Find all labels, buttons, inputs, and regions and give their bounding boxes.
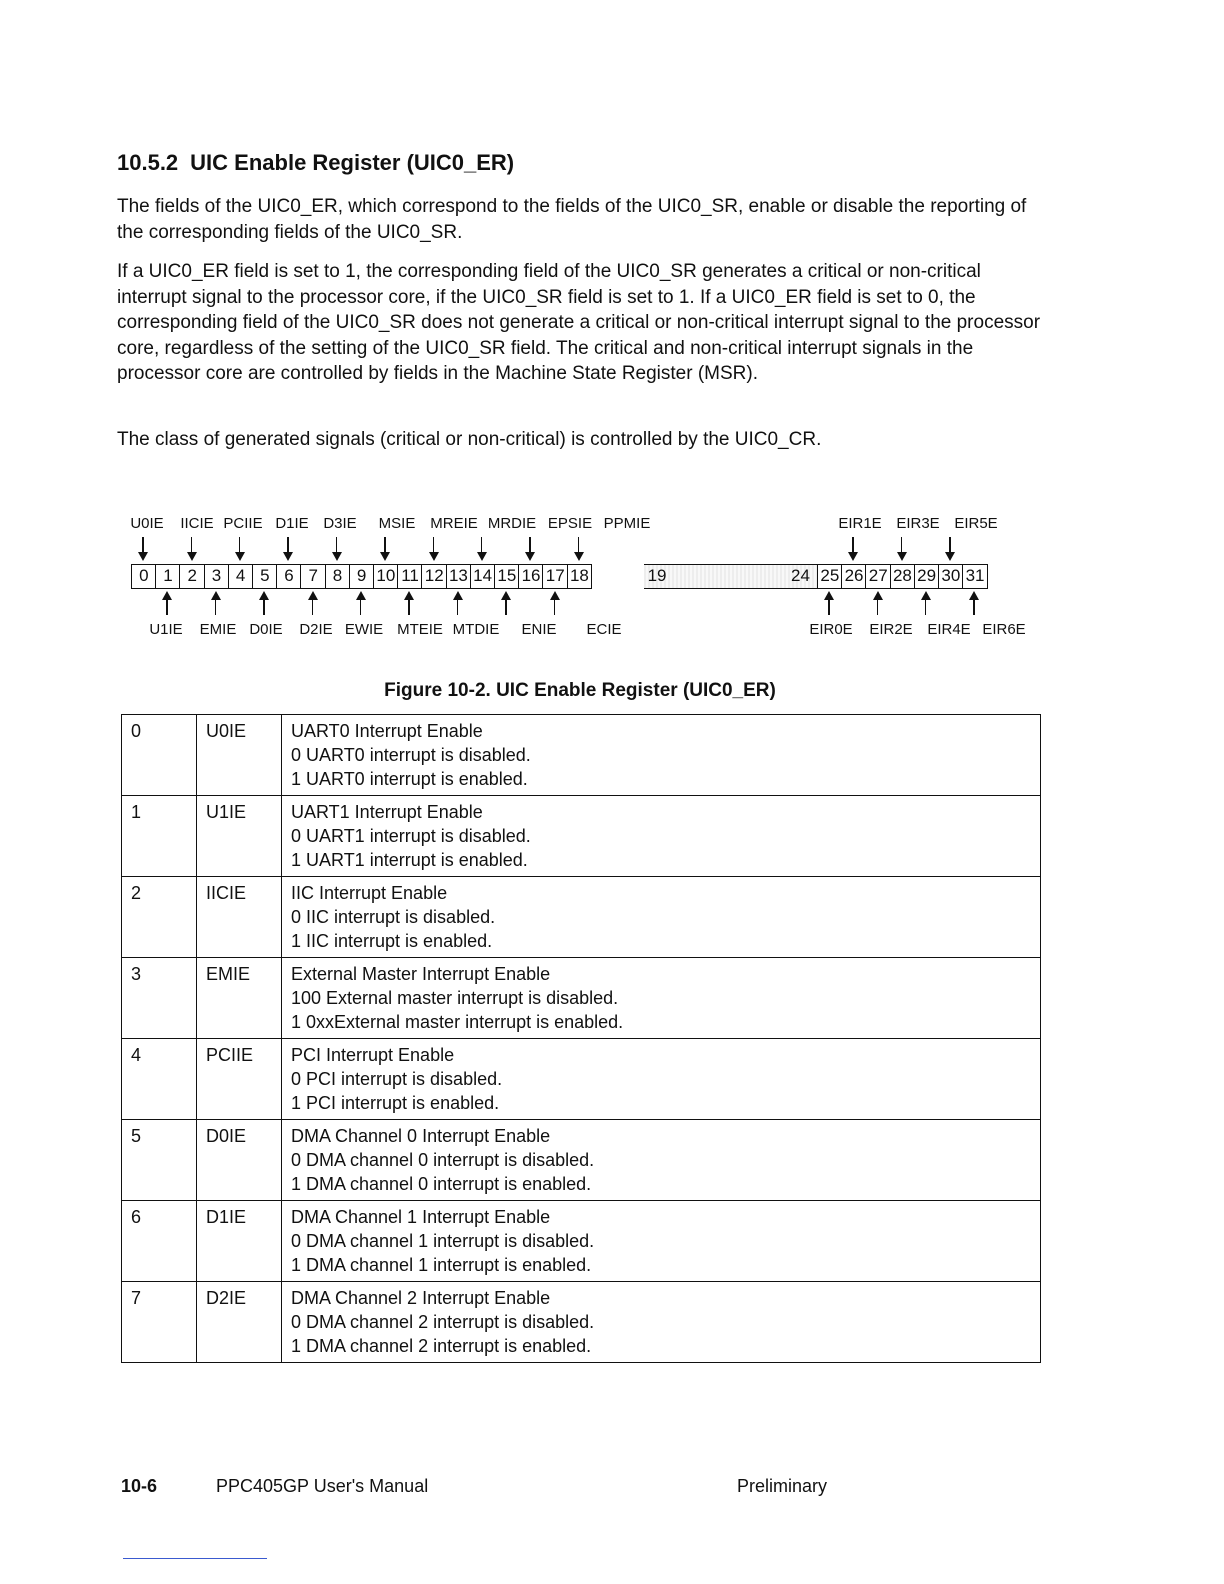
register-field-label: EPSIE (547, 515, 593, 532)
field-name: PCIIE (197, 1039, 282, 1120)
register-field-label: EIR0E (809, 621, 853, 638)
field-description-line: IIC Interrupt Enable (291, 883, 448, 903)
register-field-label: PPMIE (603, 515, 651, 532)
field-description (282, 715, 1041, 796)
bit-cell: 25 (817, 564, 843, 589)
arrow-down-icon (897, 537, 907, 561)
bit-cell: 0 (131, 564, 157, 589)
register-diagram (0, 505, 1224, 655)
field-name: U1IE (197, 796, 282, 877)
bit-cell: 26 (841, 564, 867, 589)
register-field-label: EMIE (199, 621, 237, 638)
bit-cell: 7 (300, 564, 326, 589)
table-row (122, 877, 1041, 958)
arrow-down-icon (283, 537, 293, 561)
section-number: 10.5.2 (117, 150, 179, 175)
field-description (282, 877, 1041, 958)
arrow-down-icon (187, 537, 197, 561)
footer-page-number: 10-6 (121, 1476, 158, 1496)
arrow-down-icon (945, 537, 955, 561)
bit-cell: 2 (179, 564, 205, 589)
field-description-line: 1 UART0 interrupt is enabled. (291, 769, 528, 789)
arrow-down-icon (138, 537, 148, 561)
paragraph-3: The class of generated signals (critical or non-critical) is controlled by the UIC0_CR. (117, 429, 822, 450)
register-field-label: MTEIE (397, 621, 443, 638)
field-description-line: DMA Channel 1 Interrupt Enable (291, 1207, 551, 1227)
field-description (282, 1039, 1041, 1120)
field-name: D2IE (197, 1282, 282, 1363)
arrow-up-icon (550, 591, 560, 615)
field-description-line: 0 IIC interrupt is disabled. (291, 907, 496, 927)
field-description-line: 1 0xxExternal master interrupt is enabled. (291, 1012, 624, 1032)
field-description (282, 1201, 1041, 1282)
bit-number-end: 24 (791, 566, 810, 585)
field-description (282, 796, 1041, 877)
bit-cell: 10 (373, 564, 399, 589)
arrow-down-icon (477, 537, 487, 561)
field-name: D1IE (197, 1201, 282, 1282)
field-description-line: PCI Interrupt Enable (291, 1045, 455, 1065)
register-field-label: D2IE (299, 621, 333, 638)
field-description-line: DMA Channel 2 Interrupt Enable (291, 1288, 551, 1308)
arrow-up-icon (211, 591, 221, 615)
field-bit: 1 (122, 796, 197, 877)
register-field-label: EIR2E (869, 621, 913, 638)
arrow-down-icon (429, 537, 439, 561)
arrow-up-icon (356, 591, 366, 615)
arrow-up-icon (824, 591, 834, 615)
field-description-line: 0 UART1 interrupt is disabled. (291, 826, 531, 846)
field-bit: 0 (122, 715, 197, 796)
field-bit: 7 (122, 1282, 197, 1363)
field-bit: 6 (122, 1201, 197, 1282)
arrow-up-icon (308, 591, 318, 615)
field-description-line: 1 IIC interrupt is enabled. (291, 931, 493, 951)
field-description-line: 1 PCI interrupt is enabled. (291, 1093, 500, 1113)
field-description-line: 0 PCI interrupt is disabled. (291, 1069, 503, 1089)
arrow-down-icon (235, 537, 245, 561)
field-description-line: 0 UART0 interrupt is disabled. (291, 745, 531, 765)
footer-manual-title: PPC405GP User's Manual (216, 1476, 429, 1496)
field-description (282, 958, 1041, 1039)
register-field-label: PCIIE (223, 515, 263, 532)
field-description-line: UART0 Interrupt Enable (291, 721, 483, 741)
figure-caption: Figure 10-2. UIC Enable Register (UIC0_ER) (384, 680, 776, 701)
bit-cell: 13 (446, 564, 472, 589)
field-description (282, 1120, 1041, 1201)
register-field-label: IICIE (180, 515, 214, 532)
register-field-label: D0IE (249, 621, 283, 638)
bit-number-start: 19 (647, 566, 667, 585)
bit-cell: 27 (865, 564, 891, 589)
register-field-label: EIR3E (896, 515, 940, 532)
arrow-up-icon (259, 591, 269, 615)
bit-cell: 14 (470, 564, 496, 589)
bit-cell: 31 (962, 564, 988, 589)
field-description-line: 1 DMA channel 2 interrupt is enabled. (291, 1336, 592, 1356)
register-field-label: D3IE (323, 515, 357, 532)
bit-cell: 9 (349, 564, 375, 589)
table-row (122, 715, 1041, 796)
register-field-label: EWIE (344, 621, 384, 638)
register-field-label: MRDIE (487, 515, 537, 532)
register-field-label: D1IE (275, 515, 309, 532)
field-description-line: 1 DMA channel 1 interrupt is enabled. (291, 1255, 592, 1275)
arrow-up-icon (873, 591, 883, 615)
arrow-up-icon (453, 591, 463, 615)
bit-cell: 15 (494, 564, 520, 589)
section-title: UIC Enable Register (UIC0_ER) (190, 150, 515, 175)
bit-cell: 3 (204, 564, 230, 589)
footer-status: Preliminary (737, 1476, 828, 1496)
arrow-up-icon (162, 591, 172, 615)
register-field-label: EIR4E (927, 621, 971, 638)
register-field-label: MREIE (430, 515, 478, 532)
table-row (122, 1201, 1041, 1282)
section-heading (117, 150, 514, 176)
table-row (122, 1039, 1041, 1120)
bit-cell: 11 (397, 564, 423, 589)
arrow-down-icon (380, 537, 390, 561)
field-name: U0IE (197, 715, 282, 796)
arrow-up-icon (921, 591, 931, 615)
bit-cell: 5 (252, 564, 278, 589)
arrow-down-icon (848, 537, 858, 561)
arrow-up-icon (501, 591, 511, 615)
field-description (282, 1282, 1041, 1363)
bit-cell: 4 (228, 564, 254, 589)
bit-cell: 6 (276, 564, 302, 589)
bit-cell: 12 (421, 564, 447, 589)
bit-cell: 29 (914, 564, 940, 589)
field-description-line: External Master Interrupt Enable (291, 964, 551, 984)
table-row (122, 1282, 1041, 1363)
field-bit: 2 (122, 877, 197, 958)
arrow-down-icon (574, 537, 584, 561)
register-field-label: MTDIE (452, 621, 500, 638)
field-name: IICIE (197, 877, 282, 958)
field-table (121, 714, 1041, 1363)
field-description-line: 100 External master interrupt is disabled. (291, 988, 619, 1008)
register-field-label: EIR6E (982, 621, 1026, 638)
register-field-label: ENIE (521, 621, 557, 638)
arrow-up-icon (969, 591, 979, 615)
field-description-line: 0 DMA channel 0 interrupt is disabled. (291, 1150, 595, 1170)
table-row (122, 958, 1041, 1039)
bit-cell: 28 (890, 564, 916, 589)
field-description-line: 0 DMA channel 1 interrupt is disabled. (291, 1231, 595, 1251)
register-field-label: EIR5E (954, 515, 998, 532)
bit-cell: 16 (518, 564, 544, 589)
arrow-down-icon (332, 537, 342, 561)
table-row (122, 796, 1041, 877)
field-description-line: UART1 Interrupt Enable (291, 802, 483, 822)
arrow-down-icon (525, 537, 535, 561)
bit-cell: 1 (155, 564, 181, 589)
paragraph-1: The fields of the UIC0_ER, which correspond to the fields of the UIC0_SR, enable or disable the reporting of the corresponding fields of the UIC0_SR. (117, 196, 1027, 243)
bit-cell: 8 (325, 564, 351, 589)
field-name: D0IE (197, 1120, 282, 1201)
paragraph-2: If a UIC0_ER field is set to 1, the corresponding field of the UIC0_SR generates a critical or non-critical interrupt signal to the processor core, if the UIC0_SR field is set to 1. If a UIC0_ER field is set to 0, the corresponding field of the UIC0_SR does not generate a critical or non-critical interrupt signal to the processor core, regardless of the setting of the UIC0_SR field. The critical and non-critical interrupt signals in the processor core are controlled by fields in the Machine State Register (MSR). (117, 261, 1041, 384)
field-bit: 5 (122, 1120, 197, 1201)
register-field-label: EIR1E (838, 515, 882, 532)
bit-cell: 30 (938, 564, 964, 589)
register-field-label: ECIE (586, 621, 622, 638)
field-bit: 3 (122, 958, 197, 1039)
table-row (122, 1120, 1041, 1201)
register-field-label: MSIE (378, 515, 416, 532)
field-description-line: 0 DMA channel 2 interrupt is disabled. (291, 1312, 595, 1332)
field-bit: 4 (122, 1039, 197, 1120)
register-field-label: U1IE (149, 621, 183, 638)
field-name: EMIE (197, 958, 282, 1039)
arrow-up-icon (404, 591, 414, 615)
register-field-label: U0IE (130, 515, 164, 532)
field-description-line: DMA Channel 0 Interrupt Enable (291, 1126, 551, 1146)
footer-divider (123, 1558, 267, 1559)
field-description-line: 1 UART1 interrupt is enabled. (291, 850, 528, 870)
bit-cell: 18 (567, 564, 593, 589)
bit-cell: 17 (542, 564, 568, 589)
field-description-line: 1 DMA channel 0 interrupt is enabled. (291, 1174, 592, 1194)
